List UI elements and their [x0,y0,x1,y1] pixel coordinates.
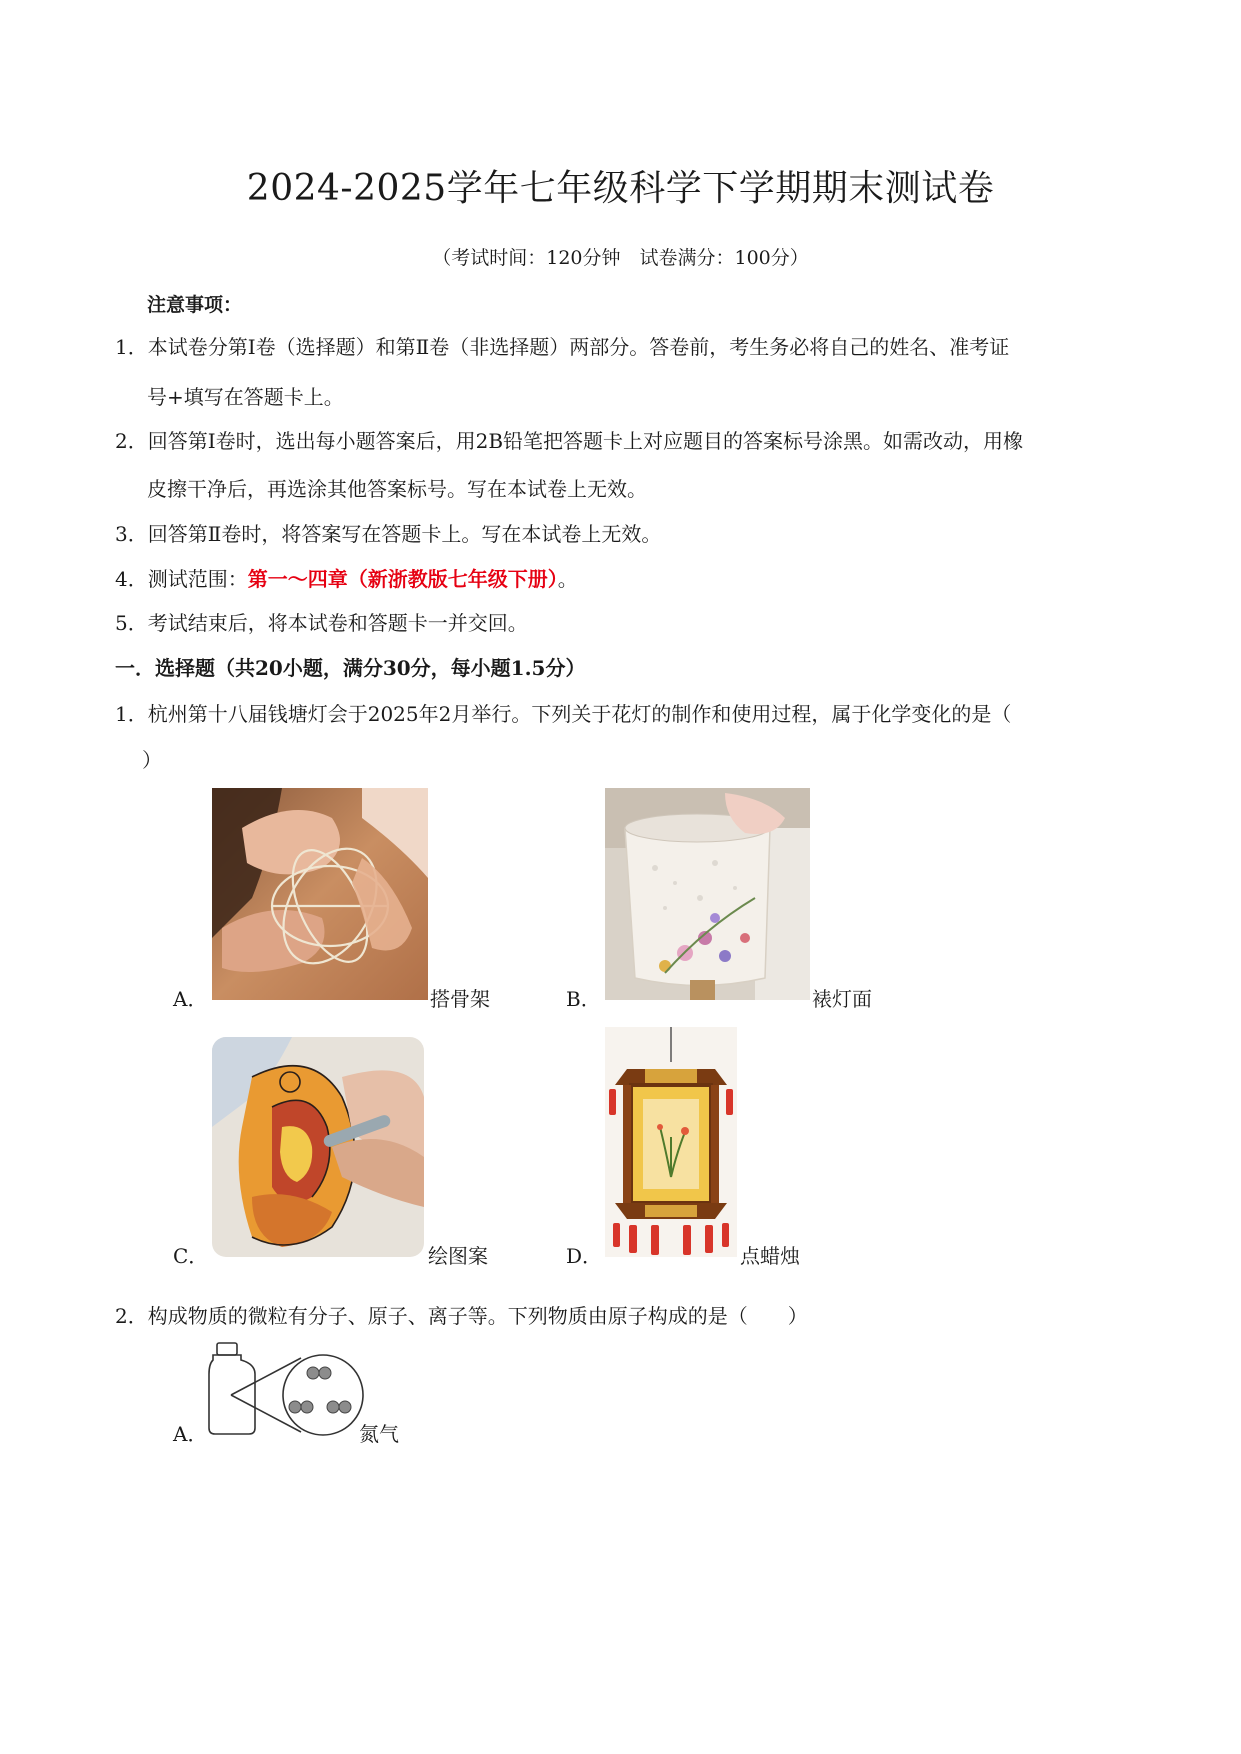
option-b-label: 裱灯面 [812,987,872,1011]
option-c-image [212,1037,424,1257]
question-number: 1． [115,702,148,726]
option-b-letter[interactable]: B． [566,987,601,1011]
option-d-label: 点蜡烛 [740,1244,800,1268]
note-text: 测试范围： [147,567,248,591]
nitrogen-molecule-diagram [205,1340,365,1440]
note-4 [115,563,578,592]
note-2-continued: 皮擦干净后，再选涂其他答案标号。写在本试卷上无效。 [147,477,647,501]
question-1 [115,698,1011,727]
note-3 [115,518,661,547]
exam-info: （考试时间：120分钟 试卷满分：100分） [432,247,809,269]
option-d-image [605,1027,737,1257]
section-heading: 一．选择题（共20小题，满分30分，每小题1.5分） [115,656,586,680]
question-1-continued: ） [142,748,162,772]
note-number: 2． [115,429,148,453]
option-a-label: 搭骨架 [430,987,490,1011]
note-number: 3． [115,522,148,546]
note-5 [115,607,528,636]
note-text: 回答第Ⅰ卷时，选出每小题答案后，用2B铅笔把答题卡上对应题目的答案标号涂黑。如需改动，用橡 [147,429,1024,453]
note-number: 5． [115,611,148,635]
page-title: 2024-2025学年七年级科学下学期期末测试卷 [246,168,995,209]
option-a-image [212,788,428,1000]
test-scope-highlight: 第一～四章（新浙教版七年级下册） [247,567,558,591]
option-c-label: 绘图案 [428,1244,488,1268]
question-2 [115,1300,808,1329]
option-d-letter[interactable]: D． [566,1244,603,1268]
option-c-letter[interactable]: C． [173,1244,209,1268]
note-text: 本试卷分第Ⅰ卷（选择题）和第Ⅱ卷（非选择题）两部分。答卷前，考生务必将自己的姓名、准考证 [147,335,1010,359]
q2-option-a-label: 氮气 [359,1422,399,1446]
notes-heading: 注意事项： [147,294,243,316]
q2-option-a-letter[interactable]: A． [173,1422,208,1446]
option-b-image [605,788,810,1000]
question-number: 2． [115,1304,148,1328]
note-number: 4． [115,567,148,591]
question-text: 构成物质的微粒有分子、原子、离子等。下列物质由原子构成的是（ ） [147,1304,808,1328]
note-text: 考试结束后，将本试卷和答题卡一并交回。 [147,611,528,635]
note-text: 回答第Ⅱ卷时，将答案写在答题卡上。写在本试卷上无效。 [147,522,662,546]
note-2 [115,425,1023,454]
note-text: 。 [557,567,578,591]
option-a-letter[interactable]: A． [173,987,208,1011]
question-text: 杭州第十八届钱塘灯会于2025年2月举行。下列关于花灯的制作和使用过程，属于化学变化的是（ [147,702,1012,726]
note-number: 1． [115,335,148,359]
note-1-continued: 号+填写在答题卡上。 [147,385,344,409]
note-1 [115,331,1009,360]
